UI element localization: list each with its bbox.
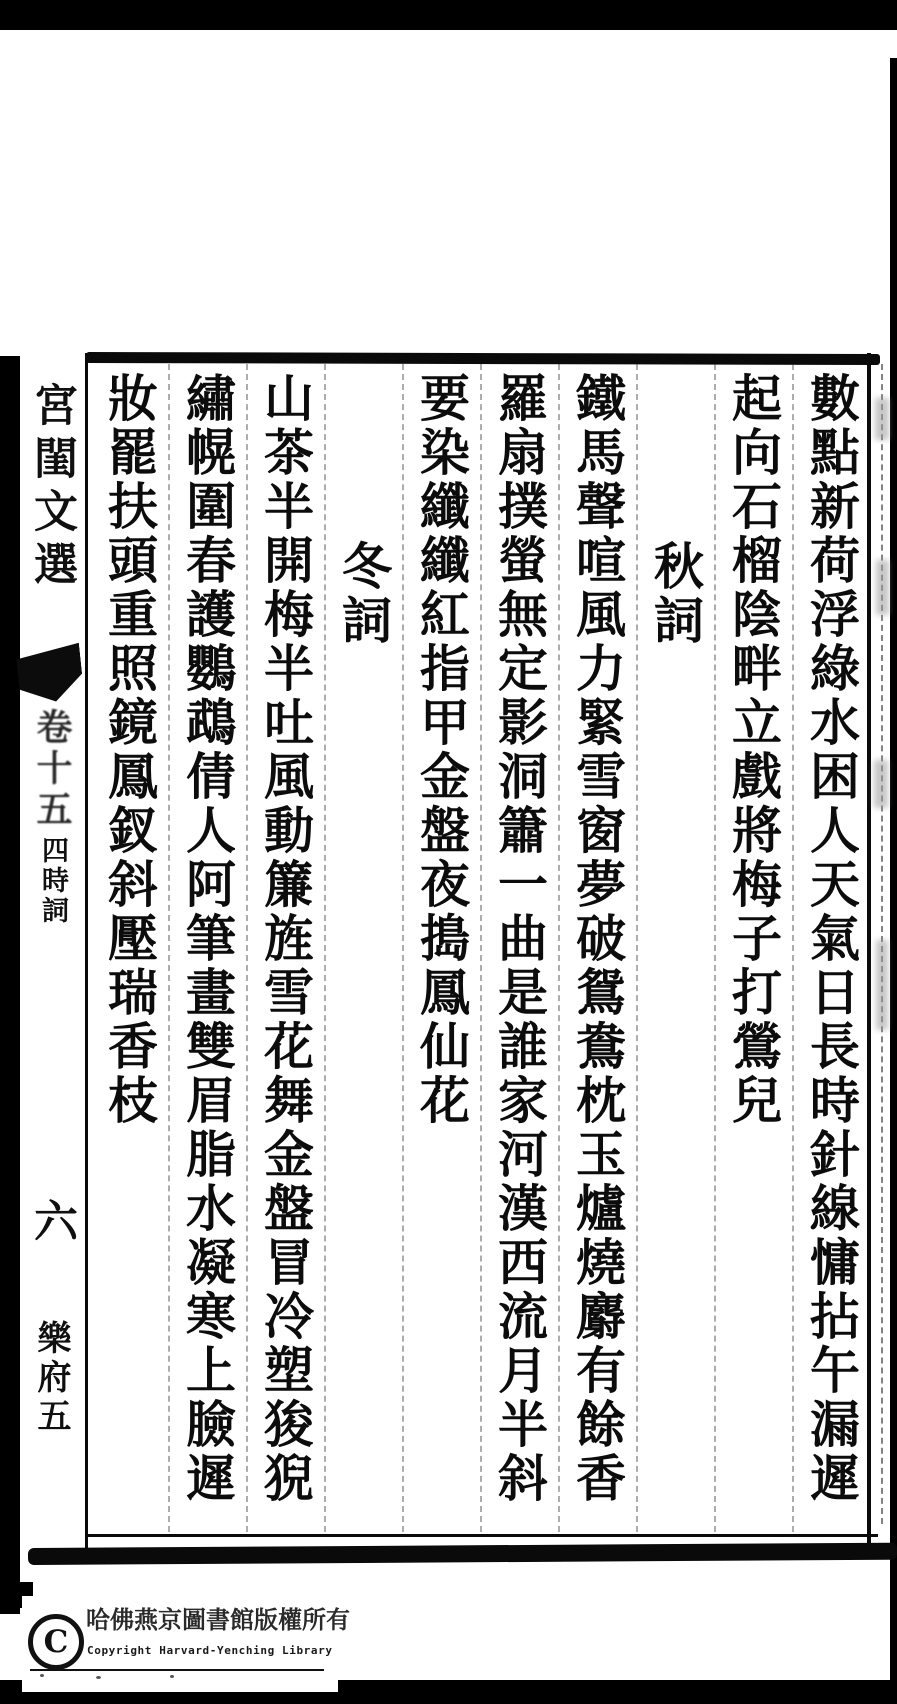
poem-column-winter-line1: 山茶半開梅半吐風動簾旌雪花舞金盤冒冷塑狻猊	[256, 372, 314, 1506]
section-header-autumn: 秋詞	[646, 540, 704, 648]
stamp-chinese-text: 哈佛燕京圖書館版權所有	[86, 1606, 350, 1634]
stamp-underline	[30, 1669, 324, 1671]
poem-column-summer-line3: 數點新荷浮綠水困人天氣日長時針線慵拈午漏遲	[802, 372, 860, 1506]
frame-top-rule	[86, 352, 880, 365]
scan-speck	[40, 1674, 44, 1677]
spine-section-title: 四時詞	[37, 836, 68, 926]
library-copyright-stamp	[22, 1596, 350, 1692]
stamp-english-text: Copyright Harvard-Yenching Library	[87, 1644, 333, 1657]
fishtail-ornament	[15, 643, 85, 705]
section-header-winter: 冬詞	[334, 540, 392, 648]
scan-right-border	[890, 58, 897, 1704]
spine-book-title: 宮閨文選	[26, 382, 77, 594]
scan-speck	[170, 1675, 174, 1678]
poem-column-autumn-line2: 羅扇撲螢無定影洞簫一曲是誰家河漢西流月半斜	[490, 372, 548, 1506]
frame-bottom-heavy-rule	[28, 1543, 897, 1565]
spine-chapter-number: 卷十五	[31, 708, 72, 831]
scan-speck	[96, 1676, 101, 1679]
spine-bottom-label: 樂府五	[31, 1320, 71, 1437]
bleed-mark	[876, 560, 889, 615]
poem-column-winter-line3: 妝罷扶頭重照鏡鳳釵斜壓瑞香枝	[100, 372, 158, 1128]
poem-column-winter-line2: 繡幌圍春護鸚鵡倩人阿筆畫雙眉脂水凝寒上臉遲	[178, 372, 236, 1506]
poem-column-autumn-line1: 鐵馬聲喧風力緊雪窗夢破鴛鴦枕玉爐燒麝有餘香	[568, 372, 626, 1506]
poem-column-autumn-line3: 要染纖纖紅指甲金盤夜搗鳳仙花	[412, 372, 470, 1128]
bleed-mark	[875, 398, 889, 440]
poem-column-summer-line4: 起向石榴陰畔立戲將梅子打鶯兒	[724, 372, 782, 1128]
spine-leaf-number: 六	[26, 1198, 77, 1242]
scan-top-border	[0, 0, 897, 30]
copyright-icon: C	[28, 1614, 84, 1670]
bleed-mark	[874, 760, 888, 808]
bleed-mark	[876, 940, 888, 1030]
